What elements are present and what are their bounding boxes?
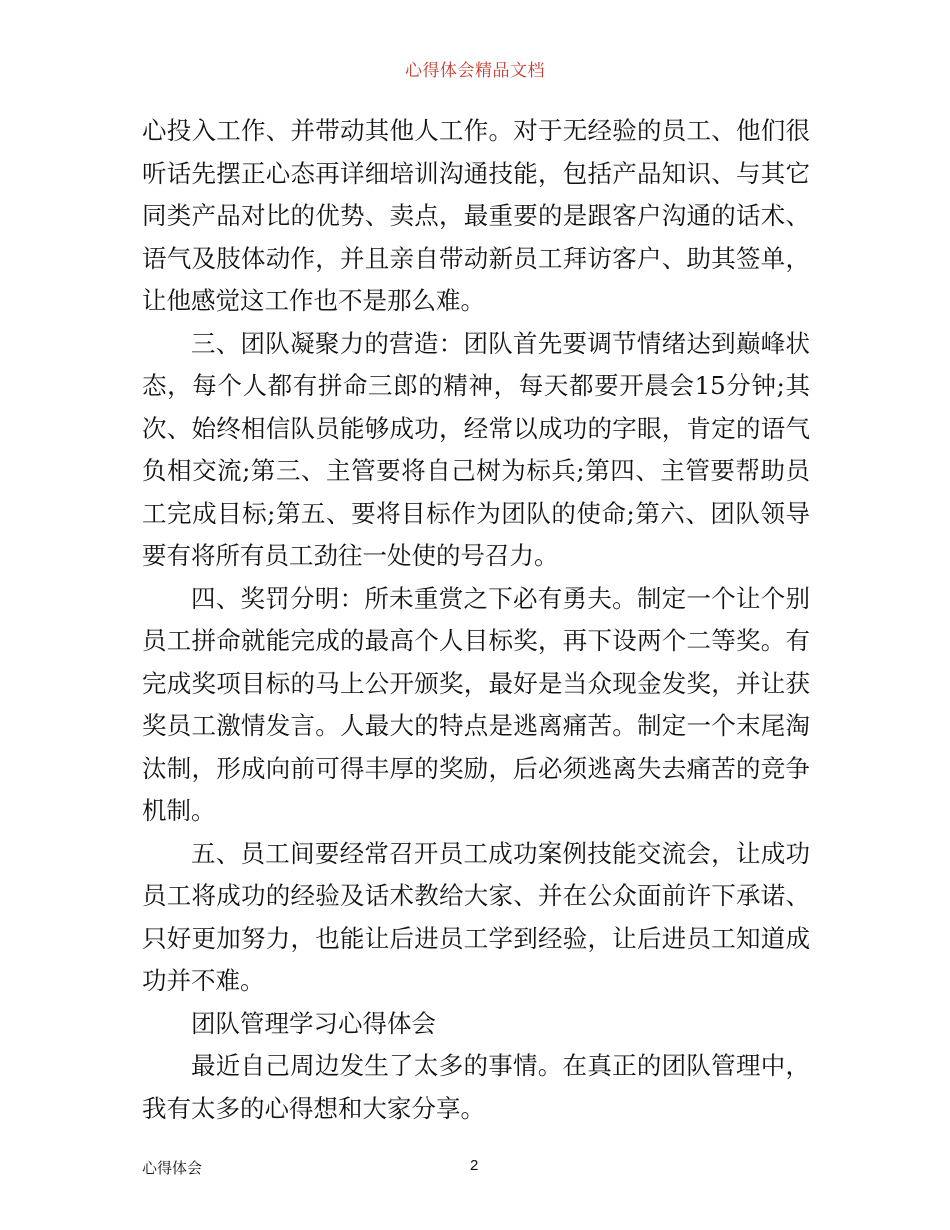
paragraph-continuation: 心投入工作、并带动其他人工作。对于无经验的员工、他们很听话先摆正心态再详细培训沟通技能，包括产品知识、与其它同类产品对比的优势、卖点，最重要的是跟客户沟通的话术、语气及肢体动作，并且亲自带动新员工拜访客户、助其签单，让他感觉这工作也不是那么难。 xyxy=(142,116,810,315)
paragraph-rewards-penalties: 四、奖罚分明：所未重赏之下必有勇夫。制定一个让个别员工拼命就能完成的最高个人目标奖，再下设两个二等奖。有完成奖项目标的马上公开颁奖，最好是当众现金发奖，并让获奖员工激情发言。人最大的特点是逃离痛苦。制定一个末尾淘汰制，形成向前可得丰厚的奖励，后必须逃离失去痛苦的竞争机制。 xyxy=(142,583,810,825)
document-body xyxy=(142,110,810,1130)
paragraph-team-cohesion: 三、团队凝聚力的营造：团队首先要调节情绪达到巅峰状态，每个人都有拼命三郎的精神，每天都要开晨会15分钟;其次、始终相信队员能够成功，经常以成功的字眼，肯定的语气负相交流;第三、主管要将自己树为标兵;第四、主管要帮助员工完成目标;第五、要将目标作为团队的使命;第六、团队领导要有将所有员工劲往一处使的号召力。 xyxy=(142,328,810,570)
section-heading: 团队管理学习心得体会 xyxy=(191,1008,436,1038)
document-header-title: 心得体会精品文档 xyxy=(405,61,545,81)
page-number: 2 xyxy=(470,1157,479,1174)
paragraph-experience-exchange: 五、员工间要经常召开员工成功案例技能交流会，让成功员工将成功的经验及话术教给大家、并在公众面前许下承诺、只好更加努力，也能让后进员工学到经验，让后进员工知道成功并不难。 xyxy=(142,838,810,995)
paragraph-intro: 最近自己周边发生了太多的事情。在真正的团队管理中，我有太多的心得想和大家分享。 xyxy=(142,1051,810,1123)
footer-label: 心得体会 xyxy=(142,1159,203,1177)
